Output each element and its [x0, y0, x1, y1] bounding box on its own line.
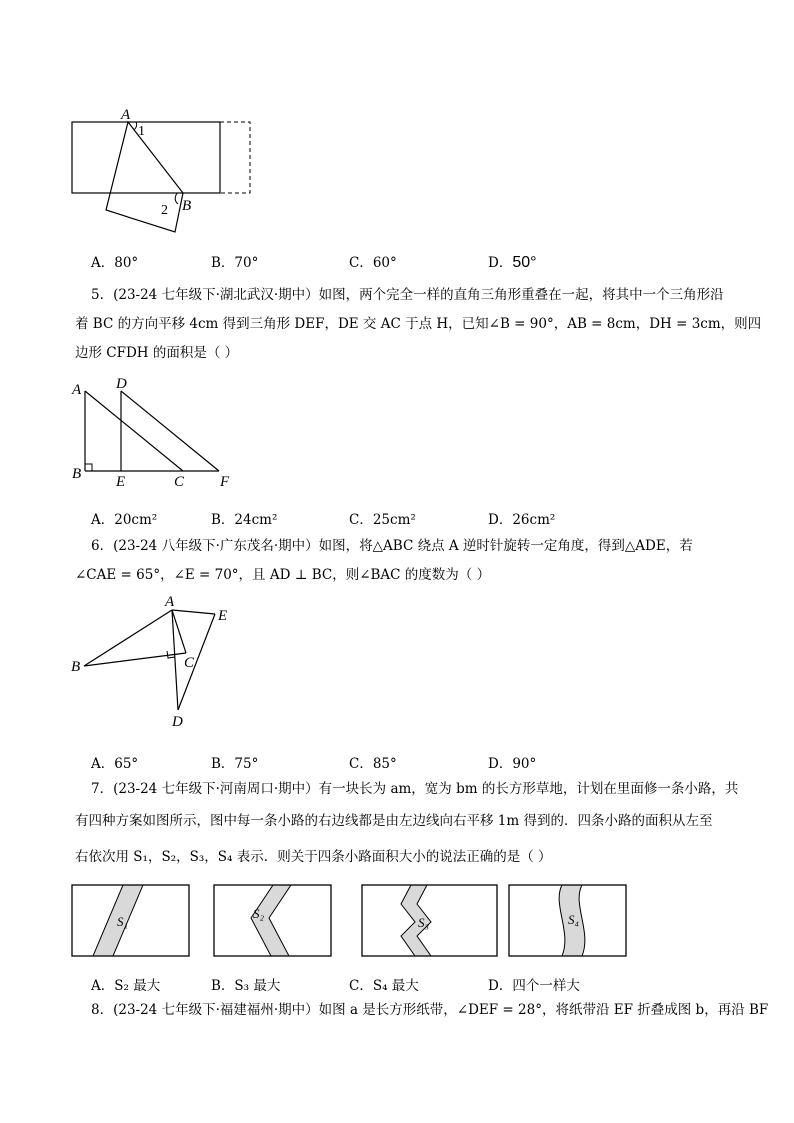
q7-label-s1: S₁ [117, 914, 129, 929]
q7-line1: 7．(23-24 七年级下·河南周口·期中）有一块长为 am，宽为 bm 的长方形草地，计划在里面修一条小路，共 [91, 781, 739, 797]
q5-label-F: F [220, 474, 230, 490]
q7-figure-3 [361, 884, 499, 958]
q6-line-BC [84, 653, 186, 666]
q7-line3: 右依次用 S₁，S₂，S₃，S₄ 表示．则关于四条小路面积大小的说法正确的是（ ） [75, 849, 552, 865]
q5-label-D: D [116, 376, 127, 392]
q5-label-E: E [116, 474, 126, 490]
q5-line-AC [85, 391, 183, 471]
q7-line2: 有四种方案如图所示，图中每一条小路的右边线都是由左边线向右平移 1m 得到的．四条小路的面积从左至 [75, 813, 713, 829]
q7-label-s2: S₂ [253, 906, 265, 921]
q5-option-a[interactable]: A．20cm² [91, 512, 158, 528]
q7-figure-4 [508, 884, 628, 958]
q5-line-DF [121, 391, 219, 471]
q6-label-C: C [184, 655, 195, 671]
q6-label-D: D [172, 714, 183, 730]
q4-label-A: A [121, 107, 131, 123]
q6-line-AE [172, 610, 215, 614]
q5-label-C: C [174, 474, 185, 490]
q6-figure [66, 596, 256, 736]
q5-right-angle-mark [85, 464, 92, 471]
q6-option-c[interactable]: C．85° [349, 756, 397, 772]
q4-option-b[interactable]: B．70° [211, 255, 259, 271]
q4-option-d-label: D． [488, 255, 513, 271]
q5-figure [66, 374, 246, 492]
q6-label-A: A [165, 596, 175, 610]
q5-option-b[interactable]: B．24cm² [211, 512, 278, 528]
q6-line-AB [84, 610, 172, 666]
q7-figure-2 [213, 884, 333, 958]
q4-label-1: 1 [138, 124, 145, 139]
q5-line3: 边形 CFDH 的面积是（ ） [75, 345, 239, 361]
q4-rect-dashed [220, 122, 250, 193]
q7-option-c[interactable]: C．S₄ 最大 [349, 978, 419, 994]
q5-label-A: A [72, 382, 82, 398]
q5-option-d[interactable]: D．26cm² [488, 512, 556, 528]
q5-label-B: B [72, 466, 82, 482]
q7-label-s3: S₃ [418, 915, 430, 930]
q4-angle2-arc [175, 193, 178, 204]
q4-option-c[interactable]: C．60° [349, 255, 397, 271]
q4-option-d-value: 50° [512, 254, 537, 271]
q5-line2: 着 BC 的方向平移 4cm 得到三角形 DEF，DE 交 AC 于点 H，已知∠B = 90°，AB = 8cm，DH = 3cm，则四 [75, 316, 762, 332]
q7-figure-1 [71, 884, 191, 958]
q4-label-B: B [182, 198, 192, 214]
q6-option-a[interactable]: A．65° [91, 756, 139, 772]
q6-label-E: E [218, 608, 228, 624]
q4-option-d[interactable] [488, 251, 537, 272]
q6-option-d[interactable]: D．90° [488, 756, 537, 772]
q7-label-s4: S₄ [568, 912, 580, 927]
q4-label-2: 2 [161, 203, 168, 218]
q6-option-b[interactable]: B．75° [211, 756, 259, 772]
q6-line2: ∠CAE = 65°，∠E = 70°，且 AD ⊥ BC，则∠BAC 的度数为（ ） [75, 567, 491, 583]
q6-line1: 6．(23-24 八年级下·广东茂名·期中）如图，将△ABC 绕点 A 逆时针旋转一定角度，得到△ADE，若 [91, 538, 693, 554]
q5-line1: 5．(23-24 七年级下·湖北武汉·期中）如图，两个完全一样的直角三角形重叠在一起，将其中一个三角形沿 [91, 287, 724, 303]
q4-figure [60, 100, 260, 235]
q7-option-a[interactable]: A．S₂ 最大 [91, 978, 161, 994]
q5-option-c[interactable]: C．25cm² [349, 512, 416, 528]
q4-rect-solid [72, 122, 220, 193]
q7-option-d[interactable]: D．四个一样大 [488, 978, 580, 994]
q4-angle1-arc [134, 122, 137, 130]
q6-label-B: B [71, 659, 81, 675]
q8-line1: 8．(23-24 七年级下·福建福州·期中）如图 a 是长方形纸带，∠DEF = 28°，将纸带沿 EF 折叠成图 b，再沿 BF [91, 1002, 769, 1018]
q4-option-a[interactable]: A．80° [91, 255, 139, 271]
q7-option-b[interactable]: B．S₃ 最大 [211, 978, 281, 994]
